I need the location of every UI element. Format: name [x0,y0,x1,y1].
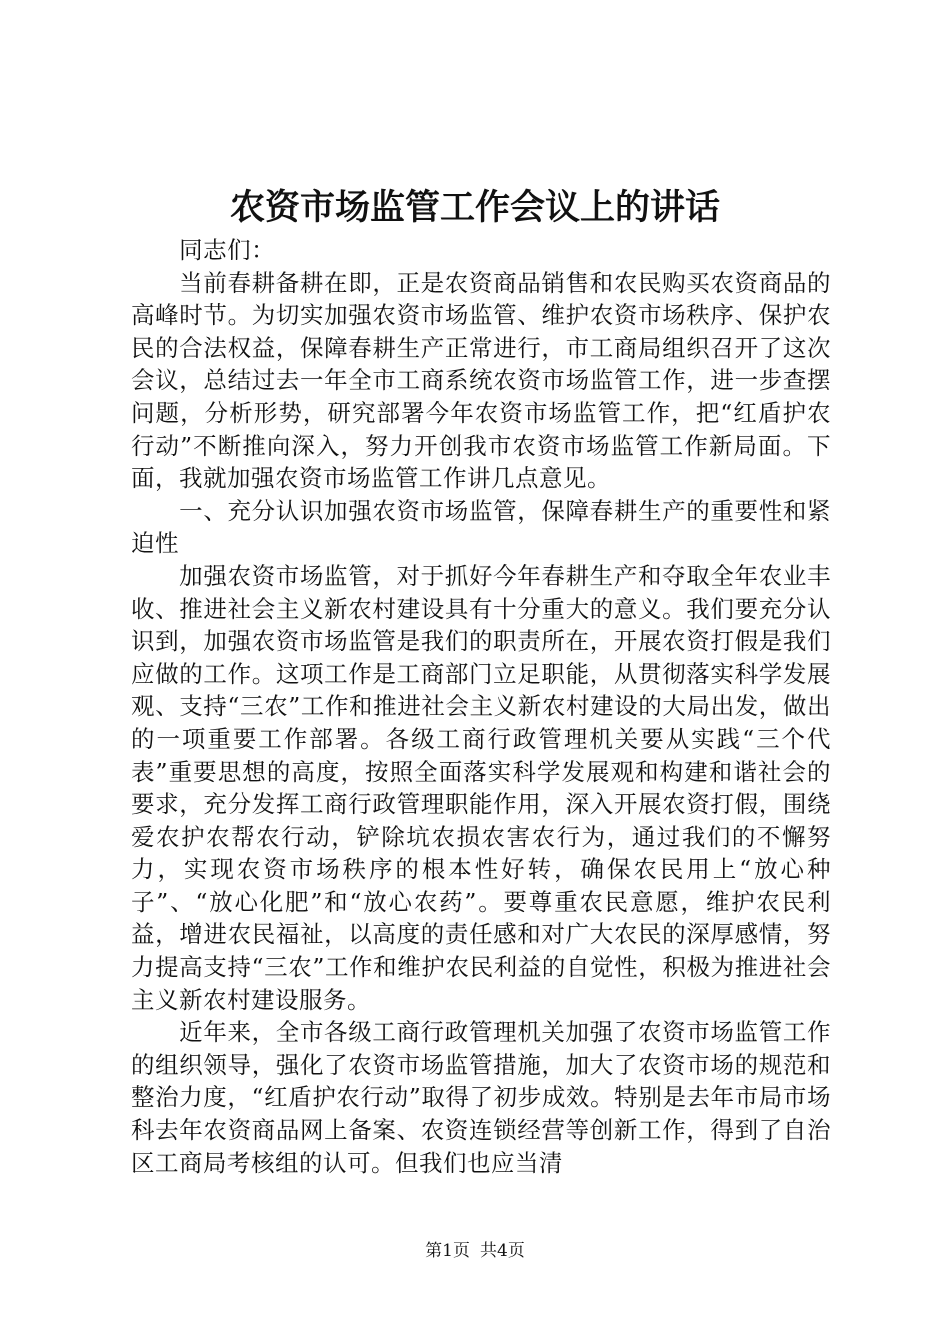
document-body [131,234,831,1179]
paragraph-recent-years: 近年来，全市各级工商行政管理机关加强了农资市场监管工作的组织领导，强化了农资市场监管措施，加大了农资市场的规范和整治力度，“红盾护农行动”取得了初步成效。特别是去年市局市场科去年农资商品网上备案、农资连锁经营等创新工作，得到了自治区工商局考核组的认可。但我们也应当清 [131,1018,831,1177]
section-heading-1: 一、充分认识加强农资市场监管，保障春耕生产的重要性和紧迫性 [131,496,831,558]
page-total: 共4页 [480,1241,525,1261]
page-number: 第1页 [425,1241,470,1261]
page-footer [0,1239,950,1263]
salutation: 同志们： [179,236,276,264]
paragraph-intro: 当前春耕备耕在即，正是农资商品销售和农民购买农资商品的高峰时节。为切实加强农资市场监管、维护农资市场秩序、保护农民的合法权益，保障春耕生产正常进行，市工商局组织召开了这次会议，总结过去一年全市工商系统农资市场监管工作，进一步查摆问题，分析形势，研究部署今年农资市场监管工作，把“红盾护农行动”不断推向深入，努力开创我市农资市场监管工作新局面。下面，我就加强农资市场监管工作讲几点意见。 [131,268,831,493]
document-title: 农资市场监管工作会议上的讲话 [229,188,720,228]
paragraph-significance: 加强农资市场监管，对于抓好今年春耕生产和夺取全年农业丰收、推进社会主义新农村建设具有十分重大的意义。我们要充分认识到，加强农资市场监管是我们的职责所在，开展农资打假是我们应做的工作。这项工作是工商部门立足职能，从贯彻落实科学发展观、支持“三农”工作和推进社会主义新农村建设的大局出发，做出的一项重要工作部署。各级工商行政管理机关要从实践“三个代表”重要思想的高度，按照全面落实科学发展观和构建和谐社会的要求，充分发挥工商行政管理职能作用，深入开展农资打假，围绕爱农护农帮农行动，铲除坑农损农害农行为，通过我们的不懈努力，实现农资市场秩序的根本性好转，确保农民用上“放心种子”、“放心化肥”和“放心农药”。要尊重农民意愿，维护农民利益，增进农民福祉，以高度的责任感和对广大农民的深厚感情，努力提高支持“三农”工作和维护农民利益的自觉性，积极为推进社会主义新农村建设服务。 [131,561,831,1014]
